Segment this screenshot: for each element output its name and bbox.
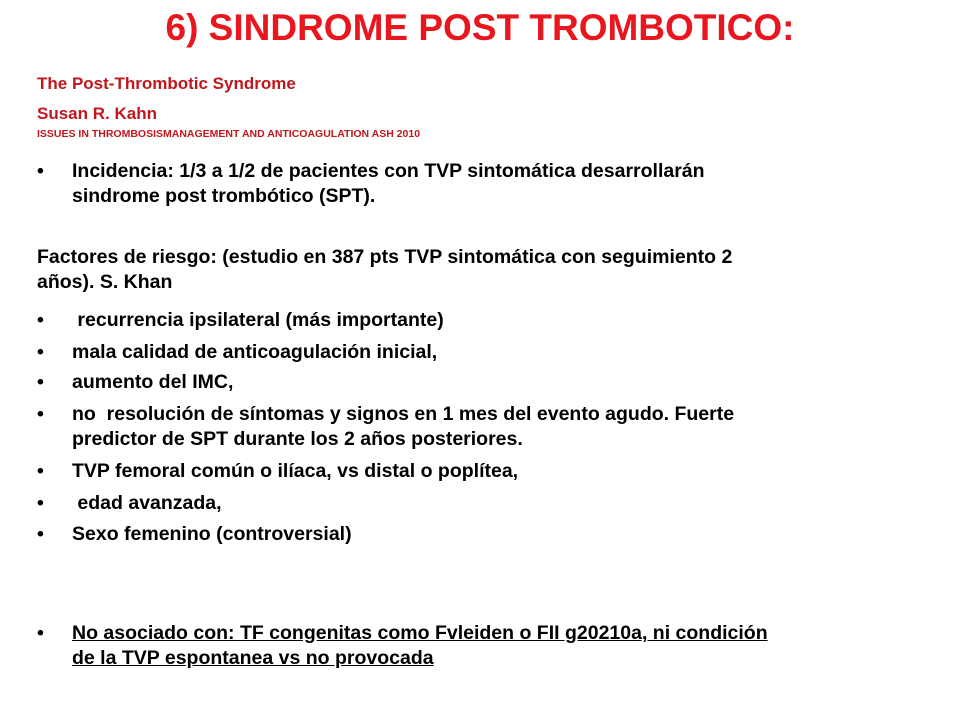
risk-factor-text: recurrencia ipsilateral (más importante) <box>72 309 444 331</box>
risk-factor-line-2: predictor de SPT durante los 2 años posteriores. <box>72 428 523 450</box>
bullet-icon: • <box>37 460 44 482</box>
risk-factor-text: Sexo femenino (controversial) <box>72 523 352 545</box>
incidence-line-1: Incidencia: 1/3 a 1/2 de pacientes con TVP sintomática desarrollarán <box>72 160 705 182</box>
risk-factor-text: mala calidad de anticoagulación inicial, <box>72 341 438 363</box>
risk-factors-line-1: Factores de riesgo: (estudio en 387 pts TVP sintomática con seguimiento 2 <box>37 246 733 268</box>
reference-title: The Post-Thrombotic Syndrome <box>37 74 296 93</box>
bullet-icon: • <box>37 492 44 514</box>
bullet-icon: • <box>37 622 44 644</box>
risk-factors-heading <box>37 245 927 295</box>
risk-factor-text <box>72 402 922 452</box>
bullet-icon: • <box>37 523 44 545</box>
reference-author: Susan R. Kahn <box>37 104 157 123</box>
bullet-icon: • <box>37 160 44 182</box>
reference-source: ISSUES IN THROMBOSISMANAGEMENT AND ANTICOAGULATION ASH 2010 <box>37 128 421 140</box>
bullet-icon: • <box>37 341 44 363</box>
risk-factor-text: aumento del IMC, <box>72 371 234 393</box>
risk-factor-text: TVP femoral común o ilíaca, vs distal o poplítea, <box>72 460 519 482</box>
risk-factor-text: edad avanzada, <box>72 492 222 514</box>
risk-factor-line-1: no resolución de síntomas y signos en 1 mes del evento agudo. Fuerte <box>72 403 735 425</box>
bullet-icon: • <box>37 309 44 331</box>
not-associated-line-2: de la TVP espontanea vs no provocada <box>72 647 434 669</box>
bullet-icon: • <box>37 371 44 393</box>
incidence-line-2: sindrome post trombótico (SPT). <box>72 185 376 207</box>
not-associated-line-1: No asociado con: TF congenitas como Fvleiden o FII g20210a, ni condición <box>72 622 768 644</box>
risk-factors-line-2: años). S. Khan <box>37 271 173 293</box>
not-associated-text <box>72 621 922 671</box>
bullet-icon: • <box>37 403 44 425</box>
slide-title: 6) SINDROME POST TROMBOTICO: <box>165 7 795 48</box>
incidence-text <box>72 159 922 209</box>
